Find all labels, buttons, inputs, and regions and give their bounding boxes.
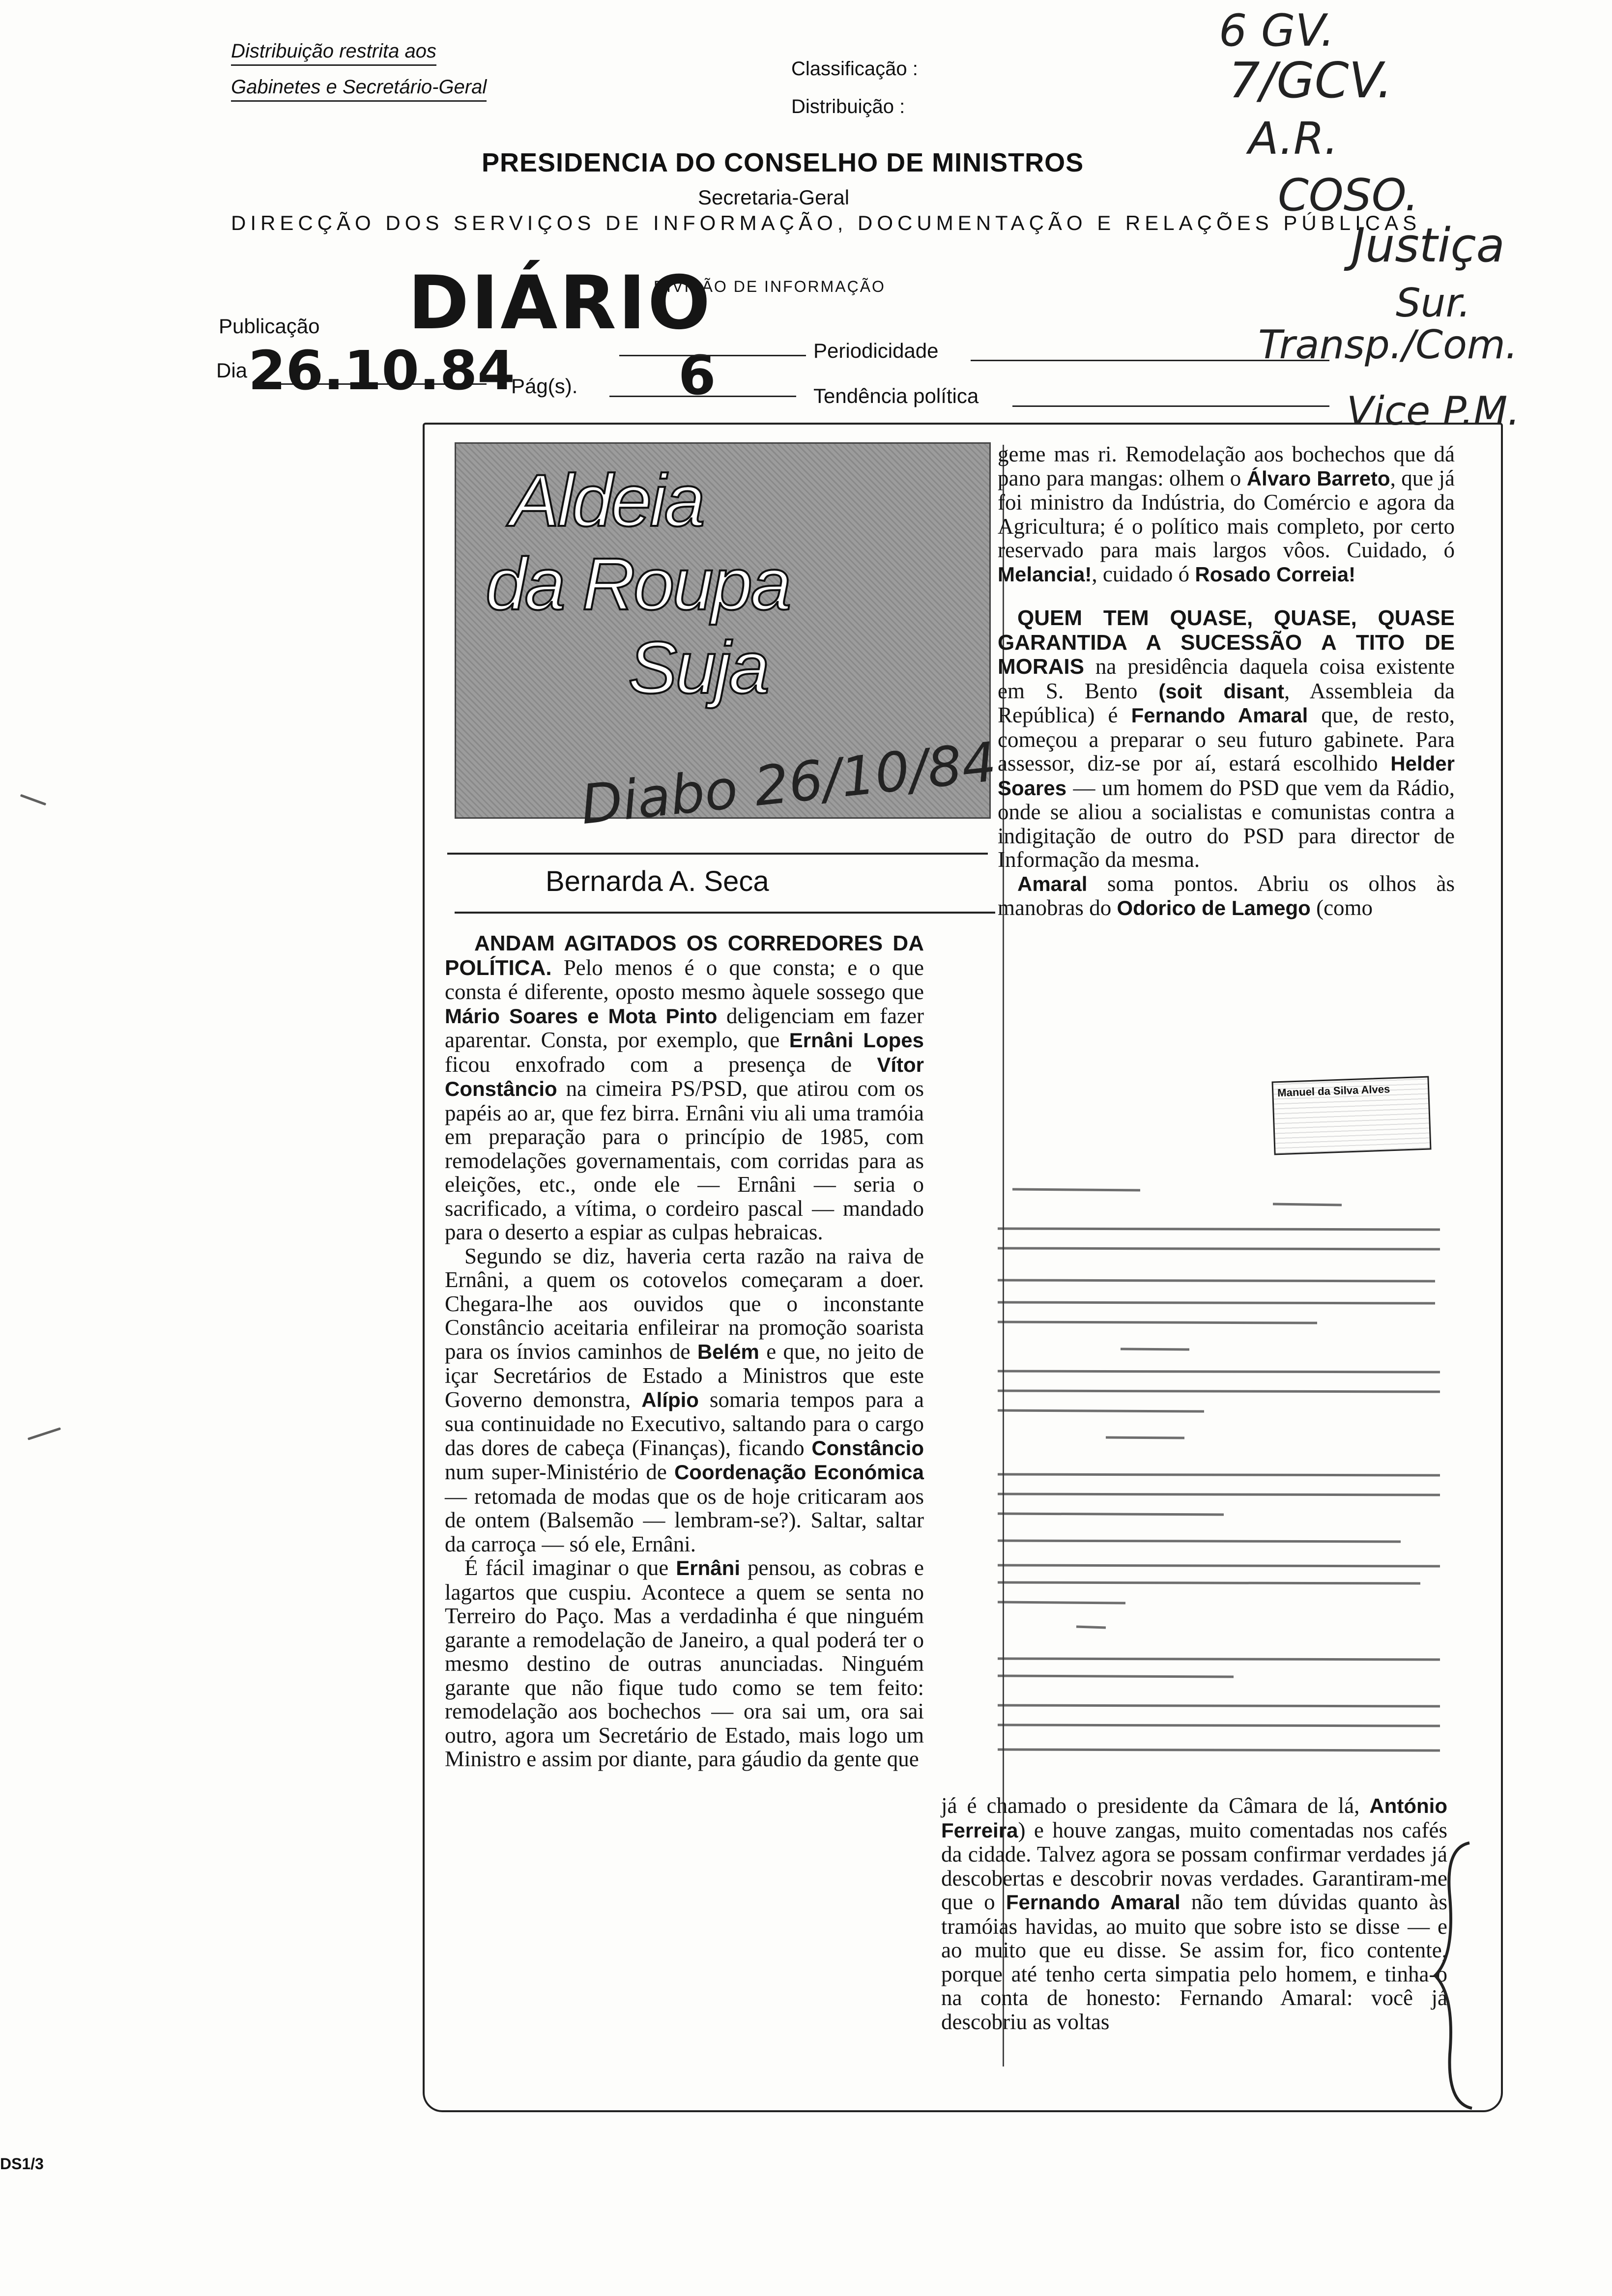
annotation-2: 7/GCV.: [1229, 52, 1393, 109]
text: Pelo menos é o que consta; e o que consta é diferente, oposto mesmo àquele sossego que: [445, 955, 924, 1004]
day-value: 26.10.84: [248, 339, 515, 402]
name-bold: Alípio: [641, 1388, 699, 1411]
text: na cimeira PS/PSD, que atirou com os papéis ao ar, que fez birra. Ernâni viu ali uma tramóia em preparação para o princípio de 1985, com remodelações governamentais, com corridas para as eleições, etc., onde ele — Ernâni — seria o sacrificado, a vítima, o cordeiro pascal — mandado para o deserto a espiar as culpas hebraicas.: [445, 1076, 924, 1244]
text: geme mas ri. Remodelação aos bochechos que dá pano para mangas: olhem o: [998, 442, 1455, 490]
name-bold: Constâncio: [811, 1436, 924, 1460]
name-bold: Melancia!: [998, 562, 1092, 586]
name-bold: Coordenação Económica: [674, 1461, 924, 1484]
banner-line-3: Suja: [628, 626, 768, 709]
name-bold: Amaral: [1017, 872, 1088, 895]
margin-mark: [28, 1427, 61, 1440]
text: não tem dúvidas quanto às tramóias havidas, ao muito que sobre isto se disse — e ao muito que eu disse. Se assim for, fico contente, porque até tenho certa simpatia pelo homem, e tinha-o na conta de honesto: Fernando Amaral: você já descobriu as voltas: [941, 1890, 1447, 2034]
text: ficou enxofrado com a presença de: [445, 1052, 877, 1077]
facsimile-document: [978, 1160, 1455, 1764]
secretariat-title: Secretaria-Geral: [698, 186, 850, 209]
text: (como: [1310, 895, 1373, 920]
annotation-3: A.R.: [1248, 113, 1338, 165]
name-bold: Belém: [697, 1340, 759, 1363]
name-bold: Ernâni: [676, 1556, 740, 1579]
margin-bracket: [1425, 1838, 1484, 2113]
facsimile-lines: [978, 1160, 1455, 1764]
text: , Assembleia da República) é: [998, 678, 1455, 727]
text: É fácil imaginar o que: [464, 1555, 676, 1580]
text: na presidência daquela coisa existente em S. Bento: [998, 654, 1455, 703]
text: ) e houve zangas, muito comentadas nos cafés da cidade. Talvez agora se possam confirmar verdades já descobertas e descobrir novas verdades. Garantiram-me que o: [941, 1817, 1447, 1914]
restriction-line-2: Gabinetes e Secretário-Geral: [231, 76, 487, 102]
name-bold: Fernando Amaral: [1131, 704, 1308, 727]
name-bold: Álvaro Barreto: [1246, 466, 1390, 490]
periodicity-label: Periodicidade: [813, 339, 939, 362]
page-value: 6: [678, 344, 716, 407]
byline: Bernarda A. Seca: [546, 865, 769, 897]
text: soma pontos. Abriu os olhos às manobras do: [998, 871, 1455, 920]
name-bold: Vítor Constâncio: [445, 1053, 924, 1100]
presidency-title: PRESIDENCIA DO CONSELHO DE MINISTROS: [482, 148, 1084, 177]
banner-line-1: Aldeia: [510, 459, 703, 542]
paragraph-lead: ANDAM AGITADOS OS CORREDORES DA POLÍTICA.: [445, 931, 924, 980]
name-bold: António Ferreira: [941, 1794, 1447, 1842]
annotation-4: COSO.: [1278, 170, 1419, 221]
text: , que já foi ministro da Indústria, do Comércio e agora da Agricultura; é o político mais completo, por certo reservado para mais largos vôos. Cuidado, ó: [998, 465, 1455, 562]
division-title: DIVISÃO DE INFORMAÇÃO: [654, 278, 886, 295]
publication-value: DIÁRIO: [408, 260, 713, 346]
paragraph-lead: QUEM TEM QUASE, QUASE, QUASE GARANTIDA A SUCESSÃO A TITO DE MORAIS: [998, 606, 1455, 679]
publication-label: Publicação: [219, 315, 320, 338]
tendency-label: Tendência política: [813, 384, 979, 407]
text: somaria tempos para a sua continuidade no Executivo, saltando para o cargo das dores de cabeça (Finanças), ficando: [445, 1387, 924, 1460]
facsimile-stamp: [1271, 1076, 1431, 1155]
day-label: Dia: [216, 359, 248, 382]
annotation-5: Justiça: [1352, 219, 1505, 273]
name-bold: Fernando Amaral: [1006, 1891, 1180, 1914]
margin-mark: [20, 794, 46, 806]
annotation-1: 6 GV.: [1219, 5, 1335, 57]
text: — retomada de modas que os de hoje criticaram aos de ontem (Balsemão — lembram-se?). Saltar, saltar da carroça — só ele, Ernâni.: [445, 1484, 924, 1556]
annotation-7: Transp./Com.: [1258, 322, 1518, 368]
article-column-2-top: [998, 442, 1455, 920]
name-bold: (soit disant: [1158, 679, 1285, 703]
distribution-label: Distribuição :: [791, 96, 905, 117]
name-bold: Helder Soares: [998, 752, 1455, 800]
text: pensou, as cobras e lagartos que cuspiu. Acontece a quem se senta no Terreiro do Paço. Mas a verdadinha é que ninguém garante a remodelação de Janeiro, a qual poderá ter o mesmo destino de outras anunciadas. Ninguém garante que não fique tudo como se tem feito: remodelação aos bochechos — ora sai um, ora sai outro, agora um Secretário de Estado, mais logo um Ministro e assim por diante, para gáudio da gente que: [445, 1555, 924, 1771]
name-bold: Rosado Correia!: [1195, 562, 1356, 586]
text: já é chamado o presidente da Câmara de lá,: [941, 1793, 1370, 1818]
classification-label: Classificação :: [791, 58, 918, 80]
banner-line-2: da Roupa: [486, 543, 790, 625]
text: Segundo se diz, haveria certa razão na raiva de Ernâni, a quem os cotovelos começaram a doer. Chegara-lhe aos ouvidos que o inconstante Constâncio aceitaria enfileirar na promoção soarista para os ínvios caminhos de: [445, 1243, 924, 1364]
stamp-text: Manuel da Silva Alves: [1277, 1083, 1390, 1099]
page-label: Pág(s).: [511, 374, 578, 398]
text: — um homem do PSD que vem da Rádio, onde se aliou a socialistas e comunistas contra a indigitação de outro do PSD para director de Informação da mesma.: [998, 775, 1455, 872]
article-column-1: [445, 931, 924, 1771]
text: e que, no jeito de içar Secretários de Estado a Ministros que este Governo demonstra,: [445, 1339, 924, 1412]
directorate-title: DIRECÇÃO DOS SERVIÇOS DE INFORMAÇÃO, DOCUMENTAÇÃO E RELAÇÕES PÚBLICAS: [231, 211, 1421, 234]
handwritten-signature: Diabo 26/10/84: [577, 730, 1000, 837]
text: , cuidado ó: [1092, 561, 1195, 586]
annotation-8: Vice P.M.: [1347, 388, 1520, 434]
name-bold: Odorico de Lamego: [1117, 896, 1311, 919]
annotation-6: Sur.: [1396, 280, 1471, 326]
text: deligenciam em fazer aparentar. Consta, por exemplo, que: [445, 1003, 924, 1052]
sidebar-code: DS1/3: [0, 2155, 44, 2173]
text: que, de resto, começou a preparar o seu futuro gabinete. Para assessor, diz-se por aí, estará escolhido: [998, 703, 1455, 775]
restriction-line-1: Distribuição restrita aos: [231, 40, 436, 66]
name-bold: Ernâni Lopes: [789, 1029, 924, 1052]
article-column-2-bottom: [941, 1794, 1447, 2034]
name-bold: Mário Soares e Mota Pinto: [445, 1004, 718, 1028]
text: num super-Ministério de: [445, 1460, 674, 1484]
